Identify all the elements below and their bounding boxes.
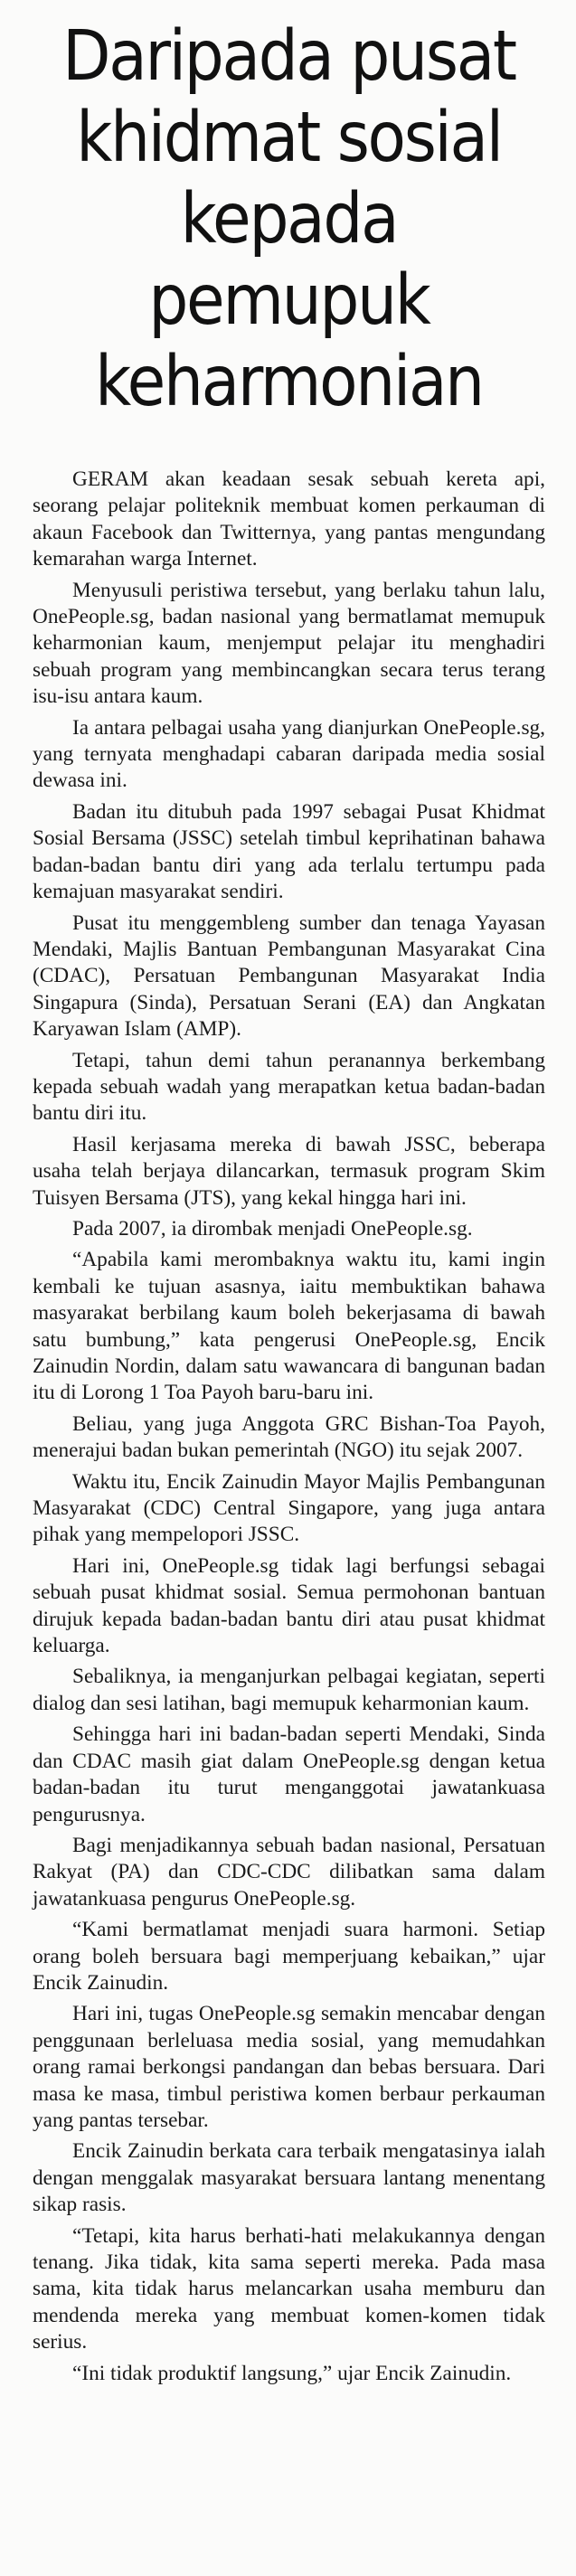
- paragraph: Pusat itu menggembleng sumber dan tenaga Yayasan Mendaki, Majlis Bantuan Pembangunan Masyarakat Cina (CDAC), Persatuan Pembangunan Masyarakat India Singapura (Sinda), Persatuan Serani (EA) dan Angkatan Karyawan Islam (AMP).: [33, 911, 545, 1042]
- paragraph: Sebaliknya, ia menganjurkan pelbagai kegiatan, seperti dialog dan sesi latihan, bagi memupuk keharmonian kaum.: [33, 1665, 545, 1715]
- paragraph: “Kami bermatlamat menjadi suara harmoni. Setiap orang boleh bersuara bagi memperjuang kebaikan,” ujar Encik Zainudin.: [33, 1918, 545, 1995]
- headline-line: Daripada pusat: [62, 16, 515, 97]
- paragraph: Menyusuli peristiwa tersebut, yang berlaku tahun lalu, OnePeople.sg, badan nasional yang bermatlamat memupuk keharmonian kaum, menjemput pelajar itu menghadiri sebuah program yang membincangkan secara terus terang isu-isu antara kaum.: [33, 578, 545, 709]
- paragraph: Sehingga hari ini badan-badan seperti Mendaki, Sinda dan CDAC masih giat dalam OnePeople.sg dengan ketua badan-badan itu turut menganggotai jawatankuasa pengurusnya.: [33, 1722, 545, 1826]
- paragraph: “Ini tidak produktif langsung,” ujar Encik Zainudin.: [72, 2361, 512, 2385]
- paragraph: Hari ini, OnePeople.sg tidak lagi berfungsi sebagai sebuah pusat khidmat sosial. Semua permohonan bantuan dirujuk kepada badan-badan bantu diri atau pusat khidmat keluarga.: [33, 1553, 545, 1658]
- paragraph: Encik Zainudin berkata cara terbaik mengatasinya ialah dengan menggalak masyarakat bersuara lantang menentang sikap rasis.: [33, 2139, 545, 2217]
- headline: [58, 16, 519, 423]
- article-body: [33, 467, 545, 2387]
- paragraph: Badan itu ditubuh pada 1997 sebagai Pusat Khidmat Sosial Bersama (JSSC) setelah timbul keprihatinan bahawa badan-badan bantu diri yang ada terlalu tertumpu pada kemajuan masyarakat sendiri.: [33, 799, 545, 904]
- paragraph: Tetapi, tahun demi tahun peranannya berkembang kepada sebuah wadah yang merapatkan ketua badan-badan bantu diri itu.: [33, 1048, 545, 1126]
- paragraph: “Tetapi, kita harus berhati-hati melakukannya dengan tenang. Jika tidak, kita sama seperti mereka. Pada masa sama, kita tidak harus melancarkan usaha memburu dan mendenda mereka yang membuat komen-komen tidak serius.: [33, 2223, 545, 2354]
- paragraph: GERAM akan keadaan sesak sebuah kereta api, seorang pelajar politeknik membuat komen perkauman di akaun Facebook dan Twitternya, yang pantas mengundang kemarahan warga Internet.: [33, 467, 545, 571]
- paragraph: Beliau, yang juga Anggota GRC Bishan-Toa Payoh, menerajui badan bukan pemerintah (NGO) itu sejak 2007.: [33, 1411, 545, 1463]
- paragraph: Pada 2007, ia dirombak menjadi OnePeople.sg.: [72, 1216, 473, 1241]
- paragraph: “Apabila kami merombaknya waktu itu, kami ingin kembali ke tujuan asasnya, iaitu membuktikan bahawa masyarakat berbilang kaum boleh bekerjasama di bawah satu bumbung,” kata pengerusi OnePeople.sg, Encik Zainudin Nordin, dalam satu wawancara di bangunan badan itu di Lorong 1 Toa Payoh baru-baru ini.: [33, 1248, 545, 1405]
- paragraph: Bagi menjadikannya sebuah badan nasional, Persatuan Rakyat (PA) dan CDC-CDC dilibatkan sama dalam jawatankuasa pengurus OnePeople.sg.: [33, 1833, 545, 1911]
- paragraph: Hasil kerjasama mereka di bawah JSSC, beberapa usaha telah berjaya dilancarkan, termasuk program Skim Tuisyen Bersama (JTS), yang kekal hingga hari ini.: [33, 1132, 545, 1210]
- paragraph: Ia antara pelbagai usaha yang dianjurkan OnePeople.sg, yang ternyata menghadapi cabaran daripada media sosial dewasa ini.: [33, 715, 545, 793]
- paragraph: Waktu itu, Encik Zainudin Mayor Majlis Pembangunan Masyarakat (CDC) Central Singapore, yang juga antara pihak yang mempelopori JSSC.: [33, 1469, 545, 1547]
- paragraph: Hari ini, tugas OnePeople.sg semakin mencabar dengan penggunaan berleluasa media sosial, yang memudahkan orang ramai berkongsi pandangan dan bebas bersuara. Dari masa ke masa, timbul peristiwa komen berbaur perkauman yang pantas tersebar.: [33, 2002, 545, 2132]
- headline-line: kepada pemupuk: [148, 179, 430, 341]
- headline-line: khidmat sosial: [76, 98, 502, 178]
- headline-line: keharmonian: [95, 342, 483, 422]
